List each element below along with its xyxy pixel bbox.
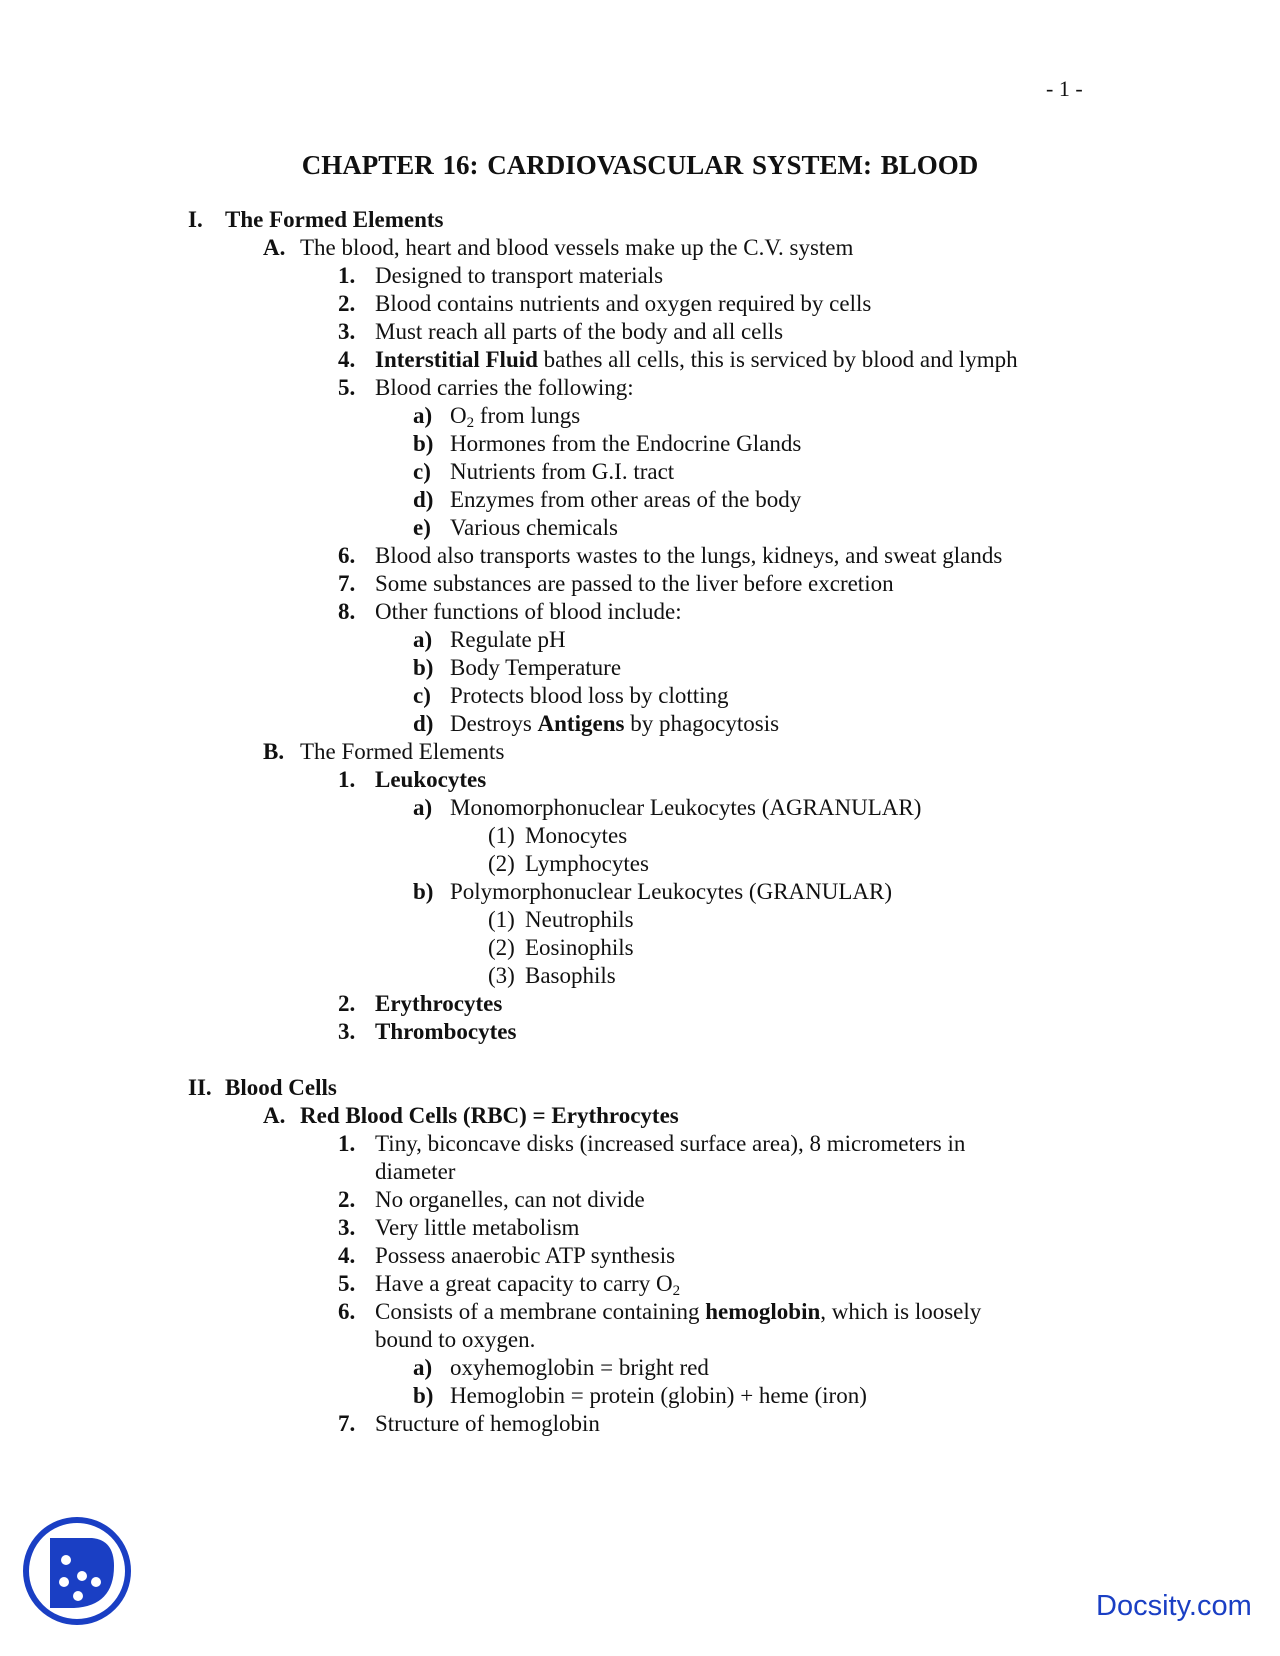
list-item (338, 346, 1018, 374)
outline-label: 1. (338, 767, 356, 792)
section-heading (188, 206, 443, 234)
item-text: Blood also transports wastes to the lungs, kidneys, and sweat glands (375, 543, 1003, 568)
item-text: Monomorphonuclear Leukocytes (AGRANULAR) (450, 795, 922, 820)
outline-label: (3) (488, 963, 515, 988)
item-text: Tiny, biconcave disks (increased surface area), 8 micrometers in (375, 1131, 966, 1156)
outline-label: 3. (338, 1215, 356, 1240)
item-text: O (450, 403, 467, 428)
list-item (413, 514, 618, 542)
docsity-watermark[interactable]: Docsity.com (1096, 1590, 1252, 1622)
item-text: Have a great capacity to carry O (375, 1271, 673, 1296)
item-text: Other functions of blood include: (375, 599, 682, 624)
list-item (338, 374, 634, 402)
list-item (338, 1242, 675, 1270)
bold-term: Thrombocytes (375, 1019, 517, 1044)
list-item (413, 430, 801, 458)
item-text: Nutrients from G.I. tract (450, 459, 675, 484)
item-text: Hemoglobin = protein (globin) + heme (iron) (450, 1383, 867, 1408)
outline-label: 1. (338, 1131, 356, 1156)
item-text: Body Temperature (450, 655, 622, 680)
list-item (338, 318, 783, 346)
bold-term: Antigens (537, 711, 625, 736)
item-text: bathes all cells, this is serviced by blood and lymph (537, 347, 1018, 372)
item-text: , which is loosely (820, 1299, 982, 1324)
list-item (488, 822, 627, 850)
item-text: Some substances are passed to the liver before excretion (375, 571, 894, 596)
item-text: No organelles, can not divide (375, 1187, 645, 1212)
outline-label: (1) (488, 907, 515, 932)
outline-label: e) (413, 515, 431, 540)
list-item (413, 878, 892, 906)
page-number: - 1 - (1046, 76, 1083, 101)
item-text: Neutrophils (525, 907, 634, 932)
list-item (488, 962, 616, 990)
item-text: Various chemicals (450, 515, 618, 540)
docsity-logo-icon (22, 1516, 132, 1626)
list-item (413, 458, 674, 486)
item-text: from lungs (474, 403, 581, 428)
subscript: 2 (672, 1283, 681, 1299)
item-text: Consists of a membrane containing (375, 1299, 706, 1324)
item-text: Must reach all parts of the body and all cells (375, 319, 784, 344)
list-item (338, 598, 682, 626)
item-text: Structure of hemoglobin (375, 1411, 600, 1436)
section-heading (188, 1074, 337, 1102)
outline-label: 2. (338, 991, 356, 1016)
bold-term: Leukocytes (375, 767, 487, 792)
item-text: Very little metabolism (375, 1215, 580, 1240)
outline-label: 2. (338, 291, 356, 316)
outline-label: b) (413, 1383, 434, 1408)
subscript: 2 (466, 415, 475, 431)
item-text: Blood contains nutrients and oxygen required by cells (375, 291, 872, 316)
item-text: Blood carries the following: (375, 375, 634, 400)
outline-label: 2. (338, 1187, 356, 1212)
bold-term: hemoglobin (705, 1299, 821, 1324)
outline-label: 6. (338, 543, 356, 568)
list-item (488, 850, 649, 878)
outline-label: 8. (338, 599, 356, 624)
outline-label: A. (263, 1103, 286, 1128)
outline-label: c) (413, 683, 431, 708)
item-text: Destroys (450, 711, 538, 736)
section-title: The Formed Elements (225, 207, 444, 232)
item-text: The blood, heart and blood vessels make up the C.V. system (300, 235, 854, 260)
bold-term: Erythrocytes (375, 991, 503, 1016)
outline-label: 5. (338, 1271, 356, 1296)
list-item (338, 990, 502, 1018)
outline-label: 4. (338, 347, 356, 372)
outline-label: (2) (488, 851, 515, 876)
list-item (413, 682, 729, 710)
outline-item (263, 1102, 679, 1130)
list-item (413, 794, 921, 822)
outline-label: a) (413, 627, 433, 652)
list-item (338, 1214, 579, 1242)
item-text: Monocytes (525, 823, 628, 848)
item-text: Possess anaerobic ATP synthesis (375, 1243, 676, 1268)
outline-label: I. (188, 207, 203, 232)
outline-label: a) (413, 403, 433, 428)
outline-label: 1. (338, 263, 356, 288)
outline-label: A. (263, 235, 286, 260)
outline-label: 4. (338, 1243, 356, 1268)
item-text: Polymorphonuclear Leukocytes (GRANULAR) (450, 879, 893, 904)
item-text: Enzymes from other areas of the body (450, 487, 802, 512)
item-text: Red Blood Cells (RBC) = Erythrocytes (300, 1103, 679, 1128)
list-item (413, 626, 566, 654)
list-item (338, 1130, 965, 1158)
list-item (338, 1186, 645, 1214)
item-text: Regulate pH (450, 627, 566, 652)
outline-label: b) (413, 655, 434, 680)
bold-term: Interstitial Fluid (375, 347, 538, 372)
item-text: Basophils (525, 963, 616, 988)
list-item (338, 1410, 600, 1438)
outline-label: b) (413, 431, 434, 456)
outline-label: 7. (338, 1411, 356, 1436)
outline-label: B. (263, 739, 285, 764)
list-item (338, 290, 871, 318)
item-text: oxyhemoglobin = bright red (450, 1355, 709, 1380)
list-item (338, 1298, 981, 1326)
item-text: by phagocytosis (624, 711, 780, 736)
outline-label: 3. (338, 319, 356, 344)
outline-label: a) (413, 1355, 433, 1380)
item-text: Protects blood loss by clotting (450, 683, 729, 708)
list-item-continuation: diameter (375, 1159, 456, 1184)
list-item (413, 1354, 709, 1382)
outline-label: 3. (338, 1019, 356, 1044)
item-text: Designed to transport materials (375, 263, 664, 288)
outline-label: (1) (488, 823, 515, 848)
list-item (338, 1018, 516, 1046)
outline-label: d) (413, 487, 434, 512)
list-item (413, 486, 801, 514)
outline-label: (2) (488, 935, 515, 960)
outline-label: 5. (338, 375, 356, 400)
outline-label: c) (413, 459, 431, 484)
list-item (413, 402, 580, 430)
list-item (413, 710, 779, 738)
list-item (488, 906, 634, 934)
item-text: Lymphocytes (525, 851, 649, 876)
outline-item (263, 738, 504, 766)
outline-label: b) (413, 879, 434, 904)
list-item (338, 542, 1002, 570)
item-text: Eosinophils (525, 935, 634, 960)
list-item (338, 570, 894, 598)
section-title: Blood Cells (225, 1075, 337, 1100)
list-item-continuation: bound to oxygen. (375, 1327, 536, 1352)
list-item (413, 1382, 867, 1410)
chapter-title: CHAPTER 16: CARDIOVASCULAR SYSTEM: BLOOD (301, 150, 979, 180)
list-item (338, 1270, 680, 1298)
list-item (338, 766, 486, 794)
item-text: Hormones from the Endocrine Glands (450, 431, 802, 456)
outline-label: d) (413, 711, 434, 736)
list-item (338, 262, 663, 290)
outline-item (263, 234, 853, 262)
outline-label: 6. (338, 1299, 356, 1324)
outline-label: 7. (338, 571, 356, 596)
list-item (488, 934, 634, 962)
list-item (413, 654, 621, 682)
outline-label: II. (188, 1075, 212, 1100)
item-text: The Formed Elements (300, 739, 505, 764)
outline-label: a) (413, 795, 433, 820)
